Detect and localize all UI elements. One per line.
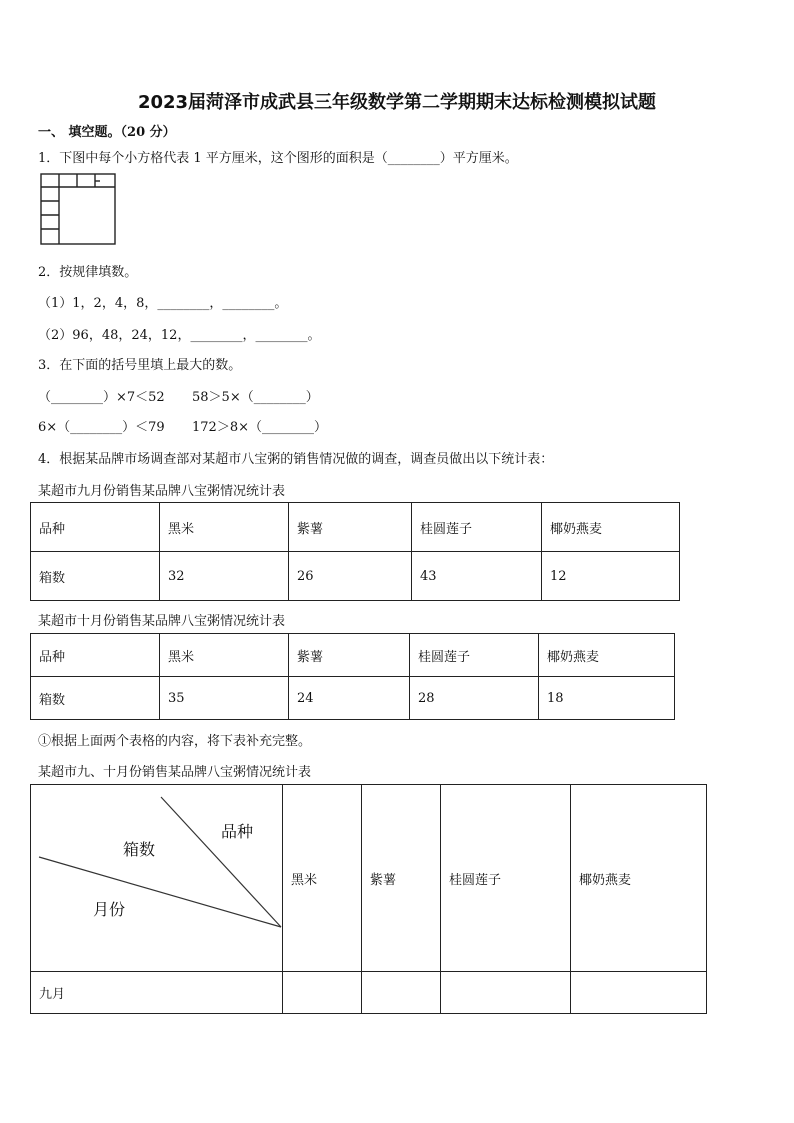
table3-empty-cell (571, 972, 707, 1014)
grid-figure (40, 173, 116, 245)
table1-cell: 26 (289, 552, 412, 601)
question-3d: 172＞8×（________） (192, 420, 327, 435)
table3-diagonal-header (31, 785, 283, 972)
table3-row-label: 九月 (31, 972, 283, 1014)
table3-header-cell: 桂圆莲子 (441, 785, 571, 972)
diag-label-boxes: 箱数 (123, 840, 156, 859)
table2-header-cell: 椰奶燕麦 (539, 634, 675, 677)
question-3: 3．在下面的括号里填上最大的数。 (38, 358, 242, 373)
table1-header-cell: 紫薯 (289, 503, 412, 552)
table2-header-cell: 黑米 (160, 634, 289, 677)
table3-empty-cell (441, 972, 571, 1014)
question-3c: 6×（________）＜79 (38, 420, 165, 435)
table1-caption: 某超市九月份销售某品牌八宝粥情况统计表 (38, 484, 286, 499)
table2-cell: 28 (410, 677, 539, 720)
question-2b: （2）96，48，24，12，________，________。 (38, 328, 321, 343)
table1-cell: 12 (542, 552, 680, 601)
table1-header-cell: 黑米 (160, 503, 289, 552)
table1-header-cell: 桂圆莲子 (412, 503, 542, 552)
table1-header-cell: 品种 (31, 503, 160, 552)
question-2a: （1）1，2，4，8，________，________。 (38, 296, 288, 311)
table2-cell: 18 (539, 677, 675, 720)
table2-cell: 箱数 (31, 677, 160, 720)
section-heading: 一、 填空题。（20 分） (38, 125, 176, 140)
table2 (30, 633, 675, 720)
table1-header-cell: 椰奶燕麦 (542, 503, 680, 552)
question-4-sub: ①根据上面两个表格的内容，将下表补充完整。 (38, 734, 312, 749)
table3-empty-cell (362, 972, 441, 1014)
table1-cell: 箱数 (31, 552, 160, 601)
table1 (30, 502, 680, 601)
diagonal-lines (31, 785, 290, 972)
table3-empty-cell (283, 972, 362, 1014)
question-4: 4．根据某品牌市场调查部对某超市八宝粥的销售情况做的调查，调查员做出以下统计表： (38, 452, 554, 467)
table1-cell: 43 (412, 552, 542, 601)
diag-label-month: 月份 (93, 900, 126, 919)
table2-cell: 35 (160, 677, 289, 720)
table1-cell: 32 (160, 552, 289, 601)
table2-caption: 某超市十月份销售某品牌八宝粥情况统计表 (38, 614, 286, 629)
table3-header-cell: 椰奶燕麦 (571, 785, 707, 972)
table2-header-cell: 品种 (31, 634, 160, 677)
table3 (30, 784, 707, 1014)
question-1: 1．下图中每个小方格代表 1 平方厘米，这个图形的面积是（________）平方厘米。 (38, 151, 518, 166)
question-3b: 58＞5×（________） (192, 390, 319, 405)
table3-caption: 某超市九、十月份销售某品牌八宝粥情况统计表 (38, 765, 312, 780)
table2-header-cell: 桂圆莲子 (410, 634, 539, 677)
table2-header-cell: 紫薯 (289, 634, 410, 677)
table3-header-cell: 黑米 (283, 785, 362, 972)
question-2: 2．按规律填数。 (38, 265, 138, 280)
table2-cell: 24 (289, 677, 410, 720)
table3-header-cell: 紫薯 (362, 785, 441, 972)
question-3a: （________）×7＜52 (38, 390, 165, 405)
diag-label-variety: 品种 (221, 822, 254, 841)
page-title: 2023届菏泽市成武县三年级数学第二学期期末达标检测模拟试题 (137, 92, 657, 113)
